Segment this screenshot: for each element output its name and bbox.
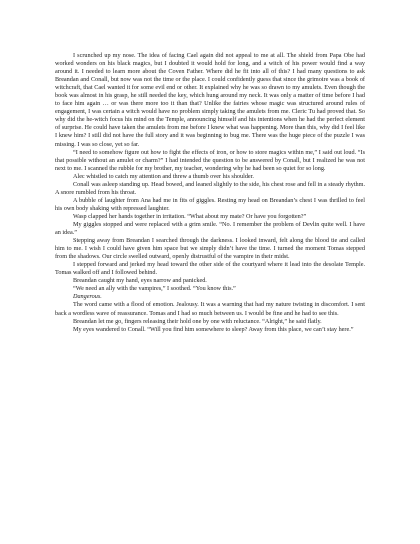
paragraph: Stepping away from Breandan I searched through the darkness. I looked inward, felt along the blood tie and called him to me. I wish I could have given him space but we simply didn’t have the time. I turned the moment Tomas stepped from the shadows. Our circle swelled outward, openly distrustful of the vampire in their midst. [55,237,365,261]
paragraph-italic: Dangerous. [73,293,102,301]
paragraph: Alec whistled to catch my attention and threw a thumb over his shoulder. [73,172,254,180]
paragraph: “I need to somehow figure out how to fight the effects of iron, or how to store magics within me,” I said out loud. “Is that possible without an amulet or charm?” I had intended the question to be answered by Conall, but I realized he was not next to me. I scanned the rubble for my brother, my teacher, wondering why he had been so quiet for so long. [55,148,365,172]
paragraph: A bubble of laughter from Ana had me in fits of giggles. Resting my head on Breandan’s chest I was thrilled to feel his own body shaking with repressed laughter. [55,196,365,212]
paragraph: I scrunched up my nose. The idea of facing Cael again did not appeal to me at all. The shield from Papa Obe had worked wonders on his black magics, but I doubted it would hold for long, and a witch of his power would find a way around it. I needed to learn more about the Coven Father. Where did he fit into all of this? I had many questions to ask Breandan and Conall, but now was not the time or the place. I could confidently guess that since the grimoire was a book of witchcraft, that Cael wanted it for some evil end or other. It explained why he was so drawn to my amulets. Even though the book was almost in his grasp, he still needed the key, which hung around my neck. It was only a matter of time before I had to face him again … or was there more too it than that? Unlike the fairies whose magic was structured around rules of engagement, I was certain a witch would have no problem simply taking the amulets from me. Cleric Tu had proved that. So why did the he-witch focus his mind on the Temple, announcing himself and his intentions when he had the perfect element of surprise. He could have taken the amulets from me before I knew what was happening. More than this, why did I feel like I knew him? I still did not have the full story and it was beginning to bug me. There was the huge piece of the puzzle I was missing. I was so close, yet so far. [55,52,365,148]
paragraph: My eyes wandered to Conall. “Will you find him somewhere to sleep? Away from this place, we can’t stay here.” [73,325,354,333]
paragraph: Wasp clapped her hands together in irritation. “What about my mate? Or have you forgotten?” [73,212,307,220]
paragraph: I stepped forward and jerked my head toward the other side of the courtyard where it lead into the desolate Temple. Tomas walked off and I followed behind. [55,261,365,277]
paragraph: The word came with a flood of emotion. Jealousy. It was a warning that had my nature twisting in discomfort. I sent back a wordless wave of reassurance. Tomas and I had so much between us. I would be fine and he had to see this. [55,301,365,317]
body-text [55,52,365,334]
paragraph: Breandan let me go, fingers releasing their hold one by one with reluctance. “Alright,” he said flatly. [73,317,322,325]
paragraph: Breandan caught my hand, eyes narrow and panicked. [73,277,207,285]
paragraph: Conall was asleep standing up. Head bowed, and leaned slightly to the side, his chest rose and fell in a steady rhythm. A snore rumbled from his throat. [55,180,365,196]
paragraph: My giggles stopped and were replaced with a grim smile. “No. I remember the problem of Devlin quite well. I have an idea.” [55,220,365,237]
paragraph: “We need an ally with the vampires,” I soothed. “You know this.” [73,285,236,293]
